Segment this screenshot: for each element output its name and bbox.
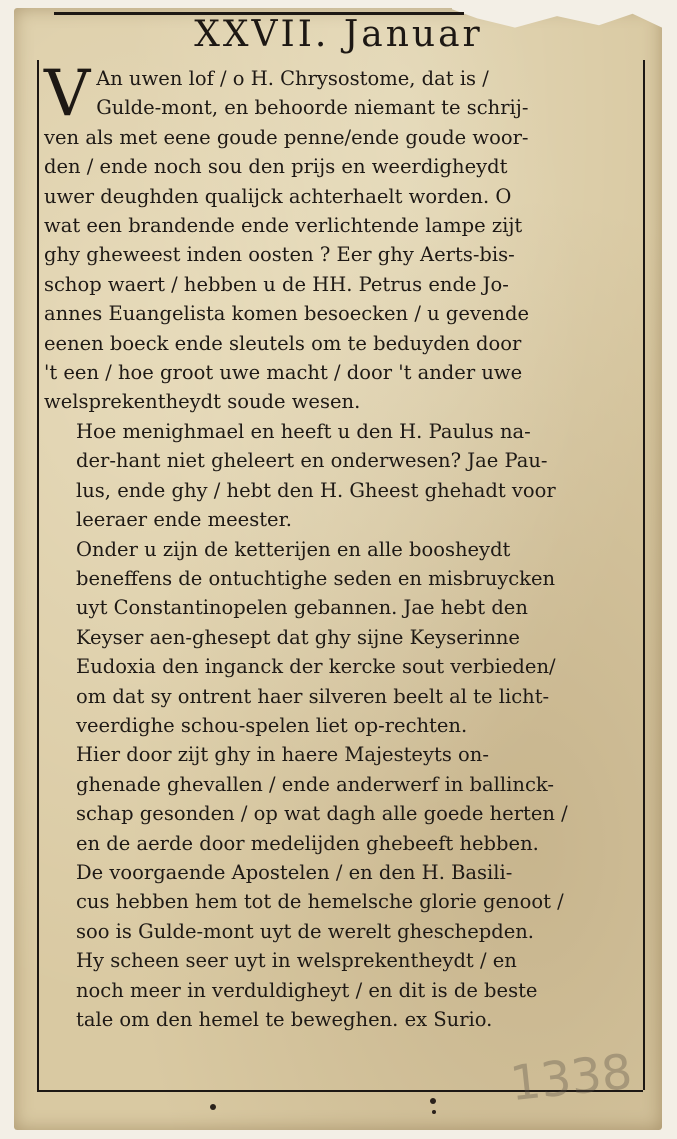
paragraph [44,946,640,1034]
paragraph [44,740,640,858]
document-body [44,57,640,1034]
text-line: uwer deughden qualijck achterhaelt worden. O [44,184,512,208]
text-line: uyt Constantinopelen gebannen. Jae hebt den [76,596,528,620]
text-line: eenen boeck ende sleutels om te beduyden door [44,331,522,355]
text-line: tale om den hemel te beweghen. ex Surio. [76,1008,493,1031]
paragraph [44,535,640,741]
ink-dot [210,1104,216,1110]
text-line: den / ende noch sou den prijs en weerdigheydt [44,155,508,179]
text-line: ghy gheweest inden oosten ? Eer ghy Aerts-bis- [44,243,515,267]
text-line: lus, ende ghy / hebt den H. Gheest ghehadt voor [76,478,556,502]
text-line: Eudoxia den inganck der kercke sout verbieden/ [76,655,556,679]
text-line: De voorgaende Apostelen / en den H. Basili- [76,860,513,884]
text-line: Hoe menighmael en heeft u den H. Paulus na- [76,419,531,443]
text-line: schap gesonden / op wat dagh alle goede herten / [76,802,568,826]
page-title: XXVII. Januar [194,14,483,55]
text-line: Hy scheen seer uyt in welsprekentheydt / en [76,949,517,973]
ink-dot [432,1110,436,1114]
text-line: soo is Gulde-mont uyt de werelt gheschepden. [76,919,535,943]
text-line: wat een brandende ende verlichtende lampe zijt [44,214,523,238]
text-line: veerdighe schou-spelen liet op-rechten. [76,713,468,737]
ink-dot [430,1098,436,1104]
text-line: beneffens de ontuchtighe seden en misbruycken [76,566,556,590]
text-line: leeraer ende meester. [76,508,292,532]
pencil-annotation: 1338 [507,1043,635,1113]
paragraph [44,57,640,417]
text-line: schop waert / hebben u de HH. Petrus ende Jo- [44,272,509,296]
text-line: Keyser aen-ghesept dat ghy sijne Keyserinne [76,625,520,649]
drop-cap: V [44,57,91,131]
text-line: om dat sy ontrent haer silveren beelt al te licht- [76,684,550,708]
text-line: Onder u zijn de ketterijen en alle boosheydt [76,537,511,561]
paragraph [44,417,640,535]
text-line: 't een / hoe groot uwe macht / door 't ander uwe [44,361,523,385]
text-line: welsprekentheydt soude wesen. [44,390,361,414]
text-line: en de aerde door medelijden ghebeeft hebben. [76,831,539,855]
text-line: ven als met eene goude penne/ende goude woor- [44,125,529,149]
text-line: ghenade ghevallen / ende anderwerf in ballinck- [76,772,554,796]
text-line: Hier door zijt ghy in haere Majesteyts on- [76,743,489,767]
paragraph [44,858,640,946]
text-line: der-hant niet gheleert en onderwesen? Jae Pau- [76,449,548,473]
text-line: Gulde-mont, en behoorde niemant te schrij- [96,96,529,120]
text-line: cus hebben hem tot de hemelsche glorie genoot / [76,890,564,914]
text-line: annes Euangelista komen besoecken / u gevende [44,302,530,326]
text-line: noch meer in verduldigheyt / en dit is de beste [76,978,538,1002]
text-line: An uwen lof / o H. Chrysostome, dat is / [96,67,489,90]
